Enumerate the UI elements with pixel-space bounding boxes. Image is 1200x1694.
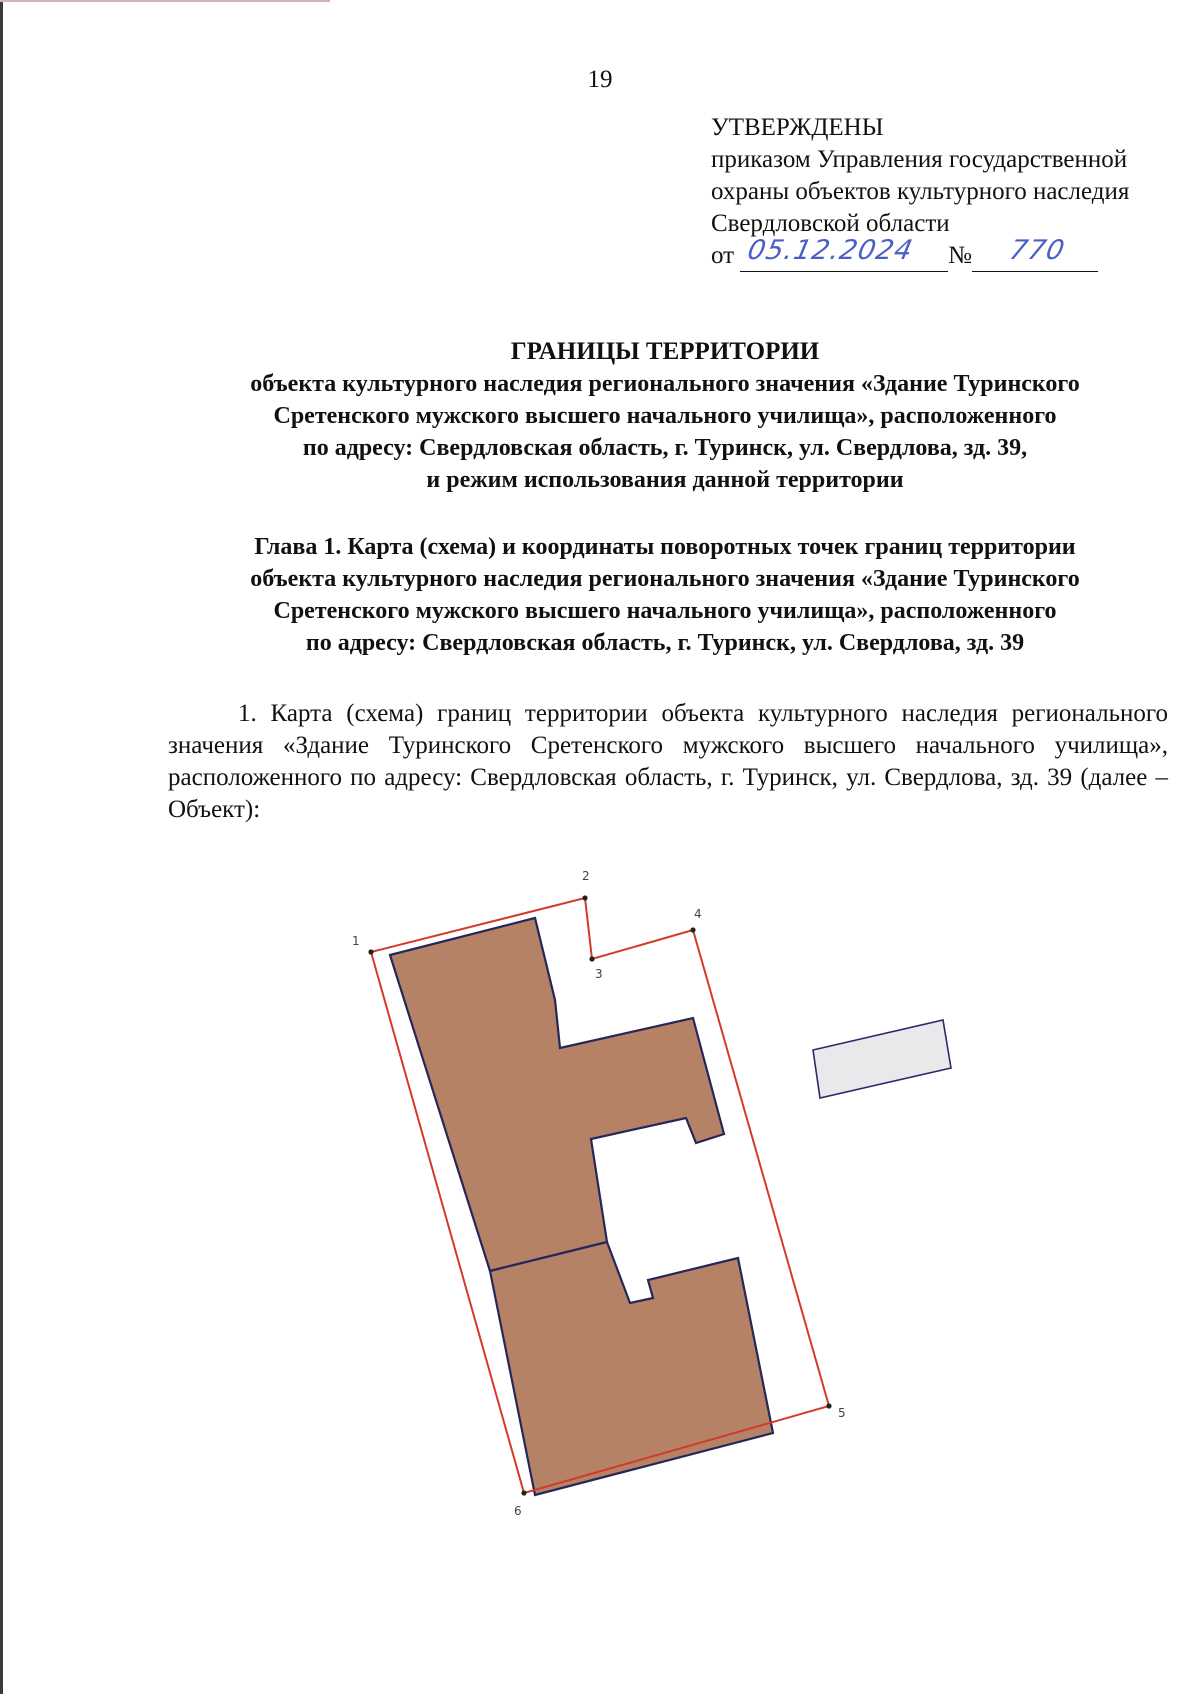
- point-label-3: 3: [595, 967, 603, 981]
- chapter-heading: [130, 531, 1200, 659]
- boundary-point-5: [826, 1403, 831, 1408]
- title-line-4: и режим использования данной территории: [426, 467, 904, 493]
- point-label-4: 4: [694, 907, 702, 921]
- approval-heading: УТВЕРЖДЕНЫ: [711, 114, 884, 141]
- boundary-point-6: [521, 1490, 526, 1495]
- approval-stamp: [711, 112, 1181, 272]
- point-label-6: 6: [514, 1504, 522, 1518]
- title-line-1: объекта культурного наследия регионального значения «Здание Туринского: [250, 371, 1080, 397]
- title-line-2: Сретенского мужского высшего начального училища», расположенного: [273, 403, 1057, 429]
- boundary-point-4: [690, 927, 695, 932]
- document-title: [130, 336, 1200, 496]
- handwritten-date: 05.12.2024: [744, 235, 917, 266]
- approval-line-1: приказом Управления государственной: [711, 146, 1128, 173]
- approval-line-3: Свердловской области: [711, 210, 950, 237]
- scan-edge-left: [0, 0, 3, 1694]
- date-prefix: от: [711, 242, 735, 269]
- scan-edge-top: [0, 0, 330, 2]
- number-sign: №: [948, 242, 972, 269]
- boundary-point-3: [589, 956, 594, 961]
- date-field: [740, 235, 948, 272]
- title-line-3: по адресу: Свердловская область, г. Туринск, ул. Свердлова, зд. 39,: [302, 435, 1028, 461]
- boundary-point-2: [582, 895, 587, 900]
- handwritten-number: 770: [1006, 235, 1068, 266]
- approval-line-2: охраны объектов культурного наследия: [711, 178, 1130, 205]
- approval-date-row: [711, 235, 1181, 272]
- number-field: [972, 235, 1098, 272]
- boundary-point-1: [368, 949, 373, 954]
- point-label-2: 2: [582, 869, 590, 883]
- page-number: 19: [587, 66, 613, 93]
- point-label-1: 1: [352, 934, 360, 948]
- title-main: ГРАНИЦЫ ТЕРРИТОРИИ: [510, 338, 820, 365]
- paragraph-1-text: 1. Карта (схема) границ территории объекта культурного наследия регионального значения «Здание Туринского Сретенского мужского высшего начального училища», расположенного по адресу: Свердловская область, г. Туринск, ул. Свердлова, зд. 39 (далее – Объект):: [168, 700, 1168, 823]
- building-main: [390, 918, 724, 1271]
- territory-map: [330, 860, 970, 1540]
- chapter-line-1: Глава 1. Карта (схема) и координаты поворотных точек границ территории: [254, 534, 1076, 560]
- chapter-line-4: по адресу: Свердловская область, г. Туринск, ул. Свердлова, зд. 39: [305, 630, 1025, 656]
- building-annex: [490, 1242, 773, 1495]
- point-label-5: 5: [838, 1406, 846, 1420]
- neighbor-building: [813, 1020, 951, 1098]
- paragraph-1: [168, 698, 1168, 826]
- chapter-line-3: Сретенского мужского высшего начального училища», расположенного: [273, 598, 1057, 624]
- chapter-line-2: объекта культурного наследия регионального значения «Здание Туринского: [250, 566, 1080, 592]
